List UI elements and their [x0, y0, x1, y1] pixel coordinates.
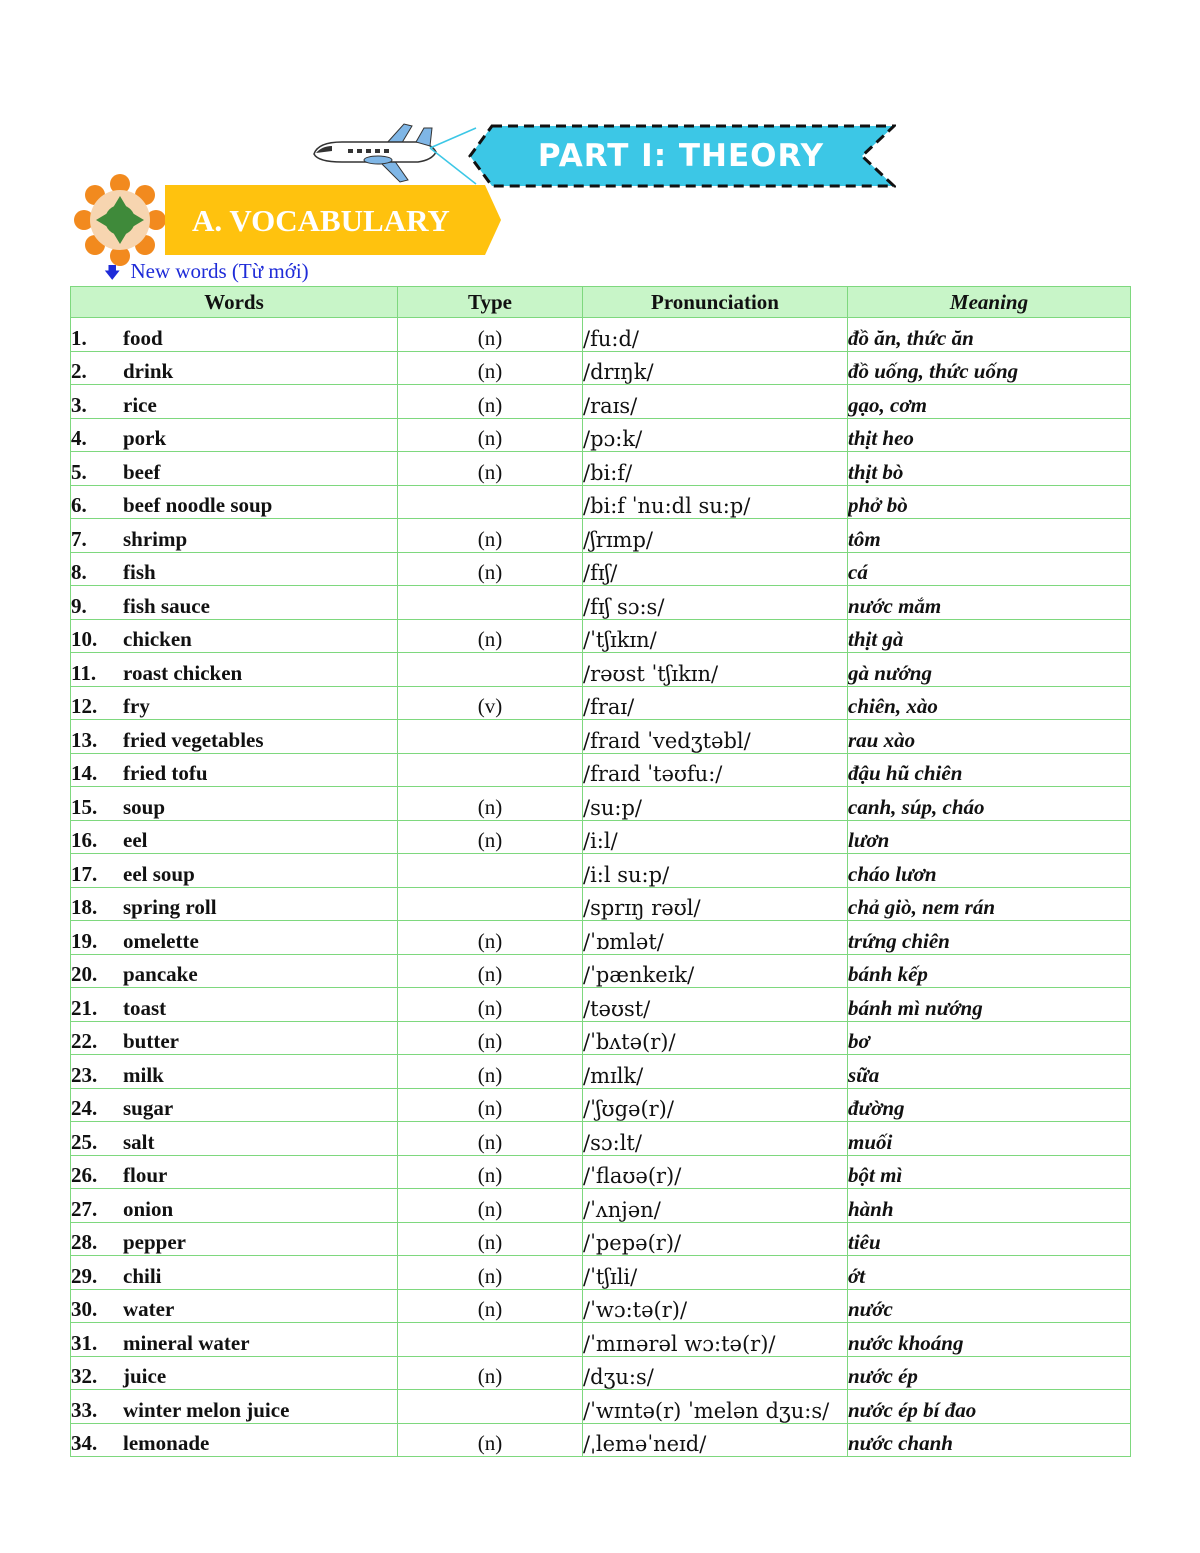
word-cell — [71, 351, 398, 385]
type-cell — [398, 753, 583, 787]
pronunciation-cell: /pɔ:k/ — [583, 418, 848, 452]
row-number: 29. — [71, 1263, 98, 1288]
pronunciation-cell: /i:l/ — [583, 820, 848, 854]
word-text: toast — [123, 995, 167, 1020]
row-number: 3. — [71, 392, 87, 417]
row-number: 4. — [71, 426, 87, 450]
word-text: pork — [123, 426, 167, 450]
type-cell — [398, 653, 583, 687]
word-text: butter — [123, 1029, 179, 1053]
arrow-bullet-icon: 🡇 — [104, 263, 121, 282]
word-cell — [71, 854, 398, 888]
pronunciation-cell: /fɪʃ sɔ:s/ — [583, 586, 848, 620]
pronunciation-cell: /ˈflaʊə(r)/ — [583, 1155, 848, 1189]
type-cell: (n) — [398, 619, 583, 653]
row-number: 15. — [71, 794, 98, 819]
word-cell — [71, 753, 398, 787]
meaning-cell: bột mì — [848, 1155, 1131, 1189]
pronunciation-cell: /raɪs/ — [583, 385, 848, 419]
type-cell: (n) — [398, 820, 583, 854]
type-cell: (n) — [398, 1122, 583, 1156]
meaning-cell: gà nướng — [848, 653, 1131, 687]
pronunciation-cell: /dʒu:s/ — [583, 1356, 848, 1390]
row-number: 14. — [71, 761, 98, 785]
type-cell — [398, 854, 583, 888]
table-row — [71, 753, 1131, 787]
table-row — [71, 619, 1131, 653]
airplane-icon — [308, 120, 438, 186]
table-header-row — [71, 287, 1131, 318]
meaning-cell: bánh mì nướng — [848, 988, 1131, 1022]
pronunciation-cell: /sɔ:lt/ — [583, 1122, 848, 1156]
table-row — [71, 653, 1131, 687]
row-number: 11. — [71, 660, 97, 685]
pronunciation-cell: /ˈʌnjən/ — [583, 1189, 848, 1223]
word-cell — [71, 1088, 398, 1122]
meaning-cell: thịt bò — [848, 452, 1131, 486]
pronunciation-cell: /drɪŋk/ — [583, 351, 848, 385]
type-cell: (n) — [398, 921, 583, 955]
table-row — [71, 686, 1131, 720]
flower-ornament-icon — [72, 172, 168, 268]
meaning-cell: rau xào — [848, 720, 1131, 754]
header-type: Type — [398, 287, 583, 318]
meaning-cell: bánh kếp — [848, 954, 1131, 988]
meaning-cell: đồ ăn, thức ăn — [848, 318, 1131, 352]
word-text: shrimp — [123, 526, 188, 551]
word-text: drink — [123, 359, 174, 383]
pronunciation-cell: /ˈbʌtə(r)/ — [583, 1021, 848, 1055]
pronunciation-cell: /ʃrɪmp/ — [583, 519, 848, 553]
type-cell — [398, 887, 583, 921]
pronunciation-cell: /ˈtʃɪli/ — [583, 1256, 848, 1290]
word-cell — [71, 653, 398, 687]
table-row — [71, 1155, 1131, 1189]
meaning-cell: đường — [848, 1088, 1131, 1122]
type-cell: (n) — [398, 1155, 583, 1189]
type-cell: (n) — [398, 318, 583, 352]
row-number: 2. — [71, 359, 87, 383]
row-number: 17. — [71, 861, 98, 886]
word-cell — [71, 418, 398, 452]
word-text: spring roll — [123, 895, 217, 919]
meaning-cell: tiêu — [848, 1222, 1131, 1256]
header-words: Words — [71, 287, 398, 318]
word-text: omelette — [123, 928, 199, 953]
table-row — [71, 854, 1131, 888]
word-cell — [71, 519, 398, 553]
part-title: PART I: THEORY — [537, 138, 825, 174]
type-cell: (n) — [398, 787, 583, 821]
row-number: 21. — [71, 995, 98, 1020]
word-text: salt — [123, 1129, 155, 1154]
row-number: 8. — [71, 560, 87, 584]
word-cell — [71, 1256, 398, 1290]
meaning-cell: thịt heo — [848, 418, 1131, 452]
type-cell: (n) — [398, 1289, 583, 1323]
table-row — [71, 1390, 1131, 1424]
pronunciation-cell: /ˈwɪntə(r) ˈmelən dʒu:s/ — [583, 1390, 848, 1424]
word-cell — [71, 1390, 398, 1424]
meaning-cell: lươn — [848, 820, 1131, 854]
type-cell: (n) — [398, 1356, 583, 1390]
word-cell — [71, 452, 398, 486]
pronunciation-cell: /rəʊst ˈtʃɪkɪn/ — [583, 653, 848, 687]
word-text: mineral water — [123, 1330, 250, 1355]
type-cell: (n) — [398, 1189, 583, 1223]
word-cell — [71, 318, 398, 352]
row-number: 31. — [71, 1330, 98, 1355]
meaning-cell: nước ép — [848, 1356, 1131, 1390]
word-text: fish — [123, 560, 156, 584]
pronunciation-cell: /ˈmɪnərəl wɔ:tə(r)/ — [583, 1323, 848, 1357]
meaning-cell: nước ép bí đao — [848, 1390, 1131, 1424]
meaning-cell: ớt — [848, 1256, 1131, 1290]
table-row — [71, 1256, 1131, 1290]
word-cell — [71, 1189, 398, 1223]
part-banner — [466, 124, 896, 188]
table-row — [71, 1088, 1131, 1122]
word-text: pepper — [123, 1230, 186, 1254]
word-text: juice — [123, 1364, 167, 1388]
type-cell: (n) — [398, 519, 583, 553]
table-row — [71, 954, 1131, 988]
word-cell — [71, 552, 398, 586]
meaning-cell: trứng chiên — [848, 921, 1131, 955]
table-row — [71, 1356, 1131, 1390]
meaning-cell: muối — [848, 1122, 1131, 1156]
word-text: onion — [123, 1196, 174, 1221]
word-text: pancake — [123, 962, 198, 986]
meaning-cell: nước mắm — [848, 586, 1131, 620]
word-cell — [71, 820, 398, 854]
meaning-cell: bơ — [848, 1021, 1131, 1055]
row-number: 19. — [71, 928, 98, 953]
section-title: A. VOCABULARY — [192, 203, 450, 238]
header-pronunciation: Pronunciation — [583, 287, 848, 318]
word-text: flour — [123, 1163, 168, 1187]
type-cell — [398, 1323, 583, 1357]
word-text: beef noodle soup — [123, 493, 273, 517]
pronunciation-cell: /fɪʃ/ — [583, 552, 848, 586]
table-row — [71, 552, 1131, 586]
row-number: 18. — [71, 895, 98, 919]
meaning-cell: gạo, cơm — [848, 385, 1131, 419]
word-text: eel soup — [123, 861, 195, 886]
word-text: fish sauce — [123, 593, 210, 618]
type-cell: (n) — [398, 552, 583, 586]
word-cell — [71, 1356, 398, 1390]
pronunciation-cell: /ˈɒmlət/ — [583, 921, 848, 955]
subheading — [104, 259, 309, 289]
meaning-cell: nước — [848, 1289, 1131, 1323]
word-text: water — [123, 1297, 175, 1321]
table-row — [71, 385, 1131, 419]
meaning-cell: nước khoáng — [848, 1323, 1131, 1357]
row-number: 5. — [71, 459, 87, 484]
word-cell — [71, 720, 398, 754]
word-cell — [71, 686, 398, 720]
row-number: 22. — [71, 1029, 98, 1053]
subheading-text: New words (Từ mới) — [130, 259, 309, 283]
table-row — [71, 1055, 1131, 1089]
word-cell — [71, 1289, 398, 1323]
word-text: sugar — [123, 1096, 174, 1120]
word-text: eel — [123, 828, 148, 852]
table-row — [71, 921, 1131, 955]
vocabulary-table — [70, 286, 1131, 1457]
row-number: 24. — [71, 1096, 98, 1120]
meaning-cell: chiên, xào — [848, 686, 1131, 720]
table-row — [71, 887, 1131, 921]
row-number: 16. — [71, 828, 98, 852]
word-cell — [71, 1122, 398, 1156]
word-cell — [71, 1423, 398, 1457]
pronunciation-cell: /fraɪ/ — [583, 686, 848, 720]
type-cell: (n) — [398, 452, 583, 486]
word-cell — [71, 485, 398, 519]
pronunciation-cell: /ˈʃʊgə(r)/ — [583, 1088, 848, 1122]
type-cell: (n) — [398, 418, 583, 452]
row-number: 9. — [71, 593, 87, 618]
meaning-cell: thịt gà — [848, 619, 1131, 653]
row-number: 25. — [71, 1129, 98, 1154]
word-text: soup — [123, 794, 166, 819]
word-cell — [71, 1055, 398, 1089]
meaning-cell: đồ uống, thức uống — [848, 351, 1131, 385]
meaning-cell: tôm — [848, 519, 1131, 553]
word-cell — [71, 586, 398, 620]
table-row — [71, 1289, 1131, 1323]
word-text: lemonade — [123, 1431, 210, 1455]
pronunciation-cell: /təʊst/ — [583, 988, 848, 1022]
pronunciation-cell: /ˈpepə(r)/ — [583, 1222, 848, 1256]
row-number: 10. — [71, 627, 98, 651]
type-cell: (n) — [398, 351, 583, 385]
table-row — [71, 720, 1131, 754]
pronunciation-cell: /fraɪd ˈvedʒtəbl/ — [583, 720, 848, 754]
word-text: fry — [123, 694, 150, 718]
type-cell: (n) — [398, 1222, 583, 1256]
row-number: 28. — [71, 1230, 98, 1254]
pronunciation-cell: /mɪlk/ — [583, 1055, 848, 1089]
meaning-cell: chả giò, nem rán — [848, 887, 1131, 921]
row-number: 12. — [71, 694, 98, 718]
word-cell — [71, 787, 398, 821]
word-text: fried vegetables — [123, 727, 264, 752]
type-cell: (n) — [398, 1021, 583, 1055]
pronunciation-cell: /i:l su:p/ — [583, 854, 848, 888]
pronunciation-cell: /sprɪŋ rəʊl/ — [583, 887, 848, 921]
word-cell — [71, 1323, 398, 1357]
word-cell — [71, 1222, 398, 1256]
table-row — [71, 1122, 1131, 1156]
table-row — [71, 1189, 1131, 1223]
meaning-cell: cháo lươn — [848, 854, 1131, 888]
type-cell: (n) — [398, 1256, 583, 1290]
table-row — [71, 519, 1131, 553]
word-text: chicken — [123, 627, 192, 651]
table-row — [71, 1323, 1131, 1357]
pronunciation-cell: /ˈtʃɪkɪn/ — [583, 619, 848, 653]
table-row — [71, 1222, 1131, 1256]
word-text: rice — [123, 392, 157, 417]
pronunciation-cell: /fu:d/ — [583, 318, 848, 352]
row-number: 33. — [71, 1397, 98, 1422]
word-cell — [71, 1155, 398, 1189]
word-text: roast chicken — [123, 660, 243, 685]
word-cell — [71, 887, 398, 921]
table-row — [71, 418, 1131, 452]
row-number: 1. — [71, 325, 87, 350]
table-row — [71, 586, 1131, 620]
meaning-cell: nước chanh — [848, 1423, 1131, 1457]
table-row — [71, 787, 1131, 821]
table-row — [71, 351, 1131, 385]
meaning-cell: cá — [848, 552, 1131, 586]
meaning-cell: hành — [848, 1189, 1131, 1223]
row-number: 23. — [71, 1062, 98, 1087]
pronunciation-cell: /bi:f ˈnu:dl su:p/ — [583, 485, 848, 519]
pronunciation-cell: /su:p/ — [583, 787, 848, 821]
word-cell — [71, 921, 398, 955]
type-cell — [398, 485, 583, 519]
row-number: 13. — [71, 727, 98, 752]
type-cell: (n) — [398, 988, 583, 1022]
table-row — [71, 988, 1131, 1022]
word-text: winter melon juice — [123, 1397, 290, 1422]
word-text: beef — [123, 459, 161, 484]
row-number: 20. — [71, 962, 98, 986]
meaning-cell: đậu hũ chiên — [848, 753, 1131, 787]
type-cell: (v) — [398, 686, 583, 720]
word-text: chili — [123, 1263, 162, 1288]
pronunciation-cell: /bi:f/ — [583, 452, 848, 486]
table-row — [71, 318, 1131, 352]
type-cell: (n) — [398, 1088, 583, 1122]
type-cell: (n) — [398, 1055, 583, 1089]
word-cell — [71, 988, 398, 1022]
header-meaning: Meaning — [848, 287, 1131, 318]
word-cell — [71, 954, 398, 988]
table-row — [71, 1423, 1131, 1457]
word-text: food — [123, 325, 163, 350]
word-cell — [71, 385, 398, 419]
table-row — [71, 452, 1131, 486]
row-number: 6. — [71, 493, 87, 517]
word-text: milk — [123, 1062, 164, 1087]
row-number: 26. — [71, 1163, 98, 1187]
meaning-cell: sữa — [848, 1055, 1131, 1089]
row-number: 30. — [71, 1297, 98, 1321]
word-cell — [71, 619, 398, 653]
table-row — [71, 820, 1131, 854]
type-cell: (n) — [398, 385, 583, 419]
pronunciation-cell: /fraɪd ˈtəʊfu:/ — [583, 753, 848, 787]
type-cell — [398, 586, 583, 620]
pronunciation-cell: /ˈpænkeɪk/ — [583, 954, 848, 988]
table-row — [71, 485, 1131, 519]
type-cell: (n) — [398, 954, 583, 988]
meaning-cell: phở bò — [848, 485, 1131, 519]
pronunciation-cell: /ˌleməˈneɪd/ — [583, 1423, 848, 1457]
row-number: 7. — [71, 526, 87, 551]
word-cell — [71, 1021, 398, 1055]
row-number: 32. — [71, 1364, 98, 1388]
type-cell — [398, 1390, 583, 1424]
type-cell: (n) — [398, 1423, 583, 1457]
meaning-cell: canh, súp, cháo — [848, 787, 1131, 821]
word-text: fried tofu — [123, 761, 208, 785]
row-number: 27. — [71, 1196, 98, 1221]
row-number: 34. — [71, 1431, 98, 1455]
table-row — [71, 1021, 1131, 1055]
pronunciation-cell: /ˈwɔ:tə(r)/ — [583, 1289, 848, 1323]
type-cell — [398, 720, 583, 754]
